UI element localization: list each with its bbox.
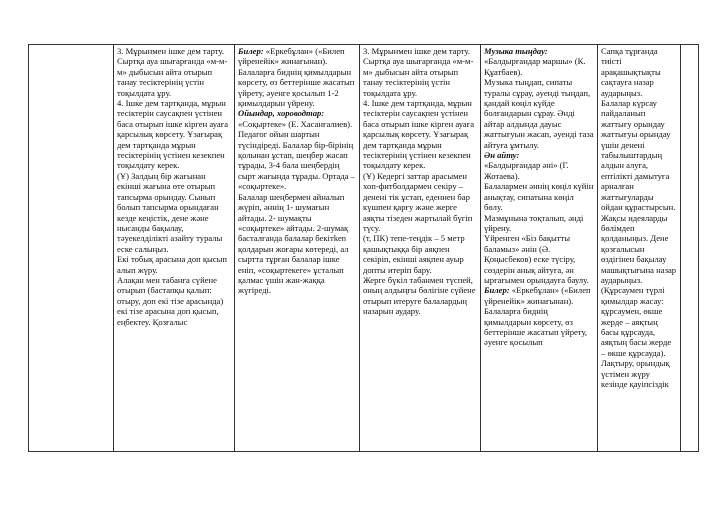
paragraph-text: Балаларға биднің қимылдарын көрсету, өз беттерінше жасатып үйрету, әуенге қосылып bbox=[484, 306, 588, 348]
paragraph-text: Жақсы идеяларды бөлімдеп қолданыңыз. Дене қозғалысын өздігінен бақылау машықтығына назар аударыңыз. bbox=[601, 212, 677, 285]
paragraph bbox=[117, 171, 231, 254]
paragraph-lead: Ойындар, хороводтар: bbox=[238, 108, 325, 119]
lesson-plan-table bbox=[28, 44, 699, 452]
paragraph bbox=[484, 160, 594, 181]
cell-breathing-and-jumping bbox=[360, 45, 481, 452]
paragraph-text: Балалар шеңбермен айналып жүріп, әннің 1- шумағын айтады. 2- шумақты «соқыртеке» айтады. 2-шумақ басталғанда балалар бекітken қолдарын жоғары көтереді, ал сыртта тұрған балалар ішке еніп, «соқыртекеге» ұсталып қалмас үшін жан-жаққа жүгіреді. bbox=[238, 191, 349, 296]
cell-dance-and-games bbox=[235, 45, 360, 452]
paragraph-text: (Ұ) Кедергі заттар арасымен хоп-фитболдармен секіру – денені тік ұстап, еденнен бар күшпен қарғу және жерге аяқты тізеден жартылай бүгіп түсу. bbox=[363, 170, 473, 233]
cell-breathing-exercises bbox=[114, 45, 235, 452]
paragraph bbox=[117, 46, 231, 98]
paragraph bbox=[601, 213, 677, 286]
paragraph-lead: Билер: bbox=[238, 46, 264, 56]
paragraph bbox=[484, 150, 594, 160]
paragraph bbox=[601, 98, 677, 212]
cell-safety-notes bbox=[598, 45, 681, 452]
paragraph-text: Балалармен әннің көңіл күйін анықтау, сипатына көңіл бөлу. bbox=[484, 181, 594, 213]
paragraph bbox=[117, 98, 231, 171]
paragraph-text: Үйренген «Біз бақытты баламыз» әнін (Ә. Қоңысбеков) еске түсіру, сөздерін анық айтуға, ән ырғағымен орындауға баулу. bbox=[484, 233, 589, 285]
paragraph bbox=[484, 46, 594, 77]
table-row bbox=[29, 45, 699, 452]
paragraph bbox=[484, 233, 594, 285]
cell-empty-left bbox=[29, 45, 114, 452]
paragraph-text: Музыка тыңдап, сипаты туралы сұрау, әуенді тыңдап, қандай көңіл күйде болғандарын сұрау. Әнді айтар алдында дауыс жаттығуын жасап, әуенді таза айтуға ұмтылу. bbox=[484, 77, 594, 150]
paragraph-text: «Балдырғандар әні» (Г. Жотаева). bbox=[484, 160, 569, 181]
paragraph-text: Сапқа тұрғанда тиісті арақашықтықты сақтауға назар аударыңыз. bbox=[601, 46, 661, 98]
paragraph-text: Педагог ойын шартын түсіндіреді. Балалар бір-бірінің қолынан ұстап, шеңбер жасап тұрады, 3-4 бала шеңбердің сырт жағында тұрады. Ортада – «соқыртеке». bbox=[238, 129, 355, 192]
paragraph-lead: Ән айту: bbox=[484, 150, 520, 161]
paragraph-text: (Ұ) Залдың бір жағынан екінші жағына өте отырып тапсырма орындау. Сынып болып тапсырма орындаған кезде кеңістік, дене және нысанды бақылау, тәуекелділікті азайту туралы еске салыңыз. bbox=[117, 170, 223, 254]
paragraph bbox=[363, 275, 477, 317]
paragraph-text: 3. Мұрынмен ішке дем тарту. Сыртқа ауа шығарғанда «м-м-м» дыбысын айта отырып танау тесіктерінің үстін тоқылдата ұру. bbox=[117, 46, 228, 98]
paragraph-text: Екі тобық арасына доп қысып алып жүру. bbox=[117, 254, 227, 275]
paragraph bbox=[117, 275, 231, 327]
paragraph bbox=[238, 129, 356, 191]
paragraph-text: (Құрсаумен түрлі қимылдар жасау: құрсаумен, өкше жерде – аяқтың басы құрсауда, аяқтың басы жерде – өкше құрсауда). Лақтыру, орындық үстімен жүру кезінде қауіпсіздік bbox=[601, 285, 672, 389]
paragraph bbox=[484, 77, 594, 150]
paragraph-text: 4. Ішке дем тартқанда, мұрын тесіктерін саусақпен үстінен баса отырып ішке кірген ауаға қарсылық көрсету. Ұзағырақ дем тартқанда мұрын тесіктерінің үстінен кезекпен тоқылдату керек. bbox=[363, 98, 475, 171]
paragraph-lead: Билер: bbox=[484, 285, 510, 296]
paragraph-text: «Еркебұлан» («Билеп үйренейік» жинағынан). bbox=[484, 285, 591, 306]
paragraph-text: 4. Ішке дем тартқанда, мұрын тесіктерін саусақпен үстінен баса отырып ішке кірген ауаға қарсылық көрсету. Ұзағырақ дем тартқанда мұрын тесіктерінің үстінен кезекпен тоқылдату керек. bbox=[117, 98, 229, 171]
paragraph-text: Балалар күрсау пайдаланып жаттығу орындау жаттығуы орындау үшін денені табылыштардың алдын алуға, ептілікті дамытуға арналған жаттығуларды ойдан құрастырсын. bbox=[601, 98, 676, 213]
paragraph bbox=[363, 98, 477, 171]
paragraph bbox=[238, 108, 356, 129]
cell-music-and-singing bbox=[481, 45, 598, 452]
paragraph-text: Мазмұнына тоқталып, әнді үйрену. bbox=[484, 212, 584, 233]
paragraph bbox=[484, 285, 594, 306]
paragraph-lead: Музыка тыңдау: bbox=[484, 46, 548, 56]
paragraph-text: (т, ПК) тепе-теңдік – 5 метр қашықтыққа бір аяқпен секіріп, екінші аяқпен ауыр допты итеріп бару. bbox=[363, 233, 465, 275]
paragraph-text: «Соқыртеке» (Е. Хасанғалиев). bbox=[238, 118, 353, 129]
cell-empty-right bbox=[681, 45, 699, 452]
paragraph-text: «Балдырғандар маршы» (К. Құатбаев). bbox=[484, 56, 586, 77]
paragraph bbox=[363, 233, 477, 275]
paragraph bbox=[601, 285, 677, 389]
paragraph-text: 3. Мұрынмен ішке дем тарту. Сыртқа ауа шығарғанда «м-м-м» дыбысын айта отырып танау тесіктерінің үстін тоқылдата ұру. bbox=[363, 46, 474, 98]
paragraph-text: Алақан мен табанға сүйене отырып (бастапқы қалып: отыру, доп екі тізе арасында) екі тізе арасына доп қысып, еңбектеу. Қозғалыс bbox=[117, 274, 224, 327]
paragraph bbox=[484, 213, 594, 234]
paragraph bbox=[117, 254, 231, 275]
paragraph bbox=[238, 46, 356, 108]
paragraph-text: «Еркебұлан» («Билеп үйренейік» жинағынан). Балаларға биднің қимылдарын көрсету, өз беттерінше жасатып үйрету, әуенге қосылып 1-2 қимылдарын үйрену. bbox=[238, 46, 355, 109]
paragraph bbox=[238, 192, 356, 296]
paragraph bbox=[484, 181, 594, 212]
paragraph-text: Жерге бүкіл табанмен түспей, оның алдыңғы бөлігіне сүйене отырып итеруге балалардың назарын аудару. bbox=[363, 274, 476, 317]
paragraph bbox=[484, 306, 594, 348]
paragraph bbox=[601, 46, 677, 98]
paragraph bbox=[363, 171, 477, 233]
paragraph bbox=[363, 46, 477, 98]
